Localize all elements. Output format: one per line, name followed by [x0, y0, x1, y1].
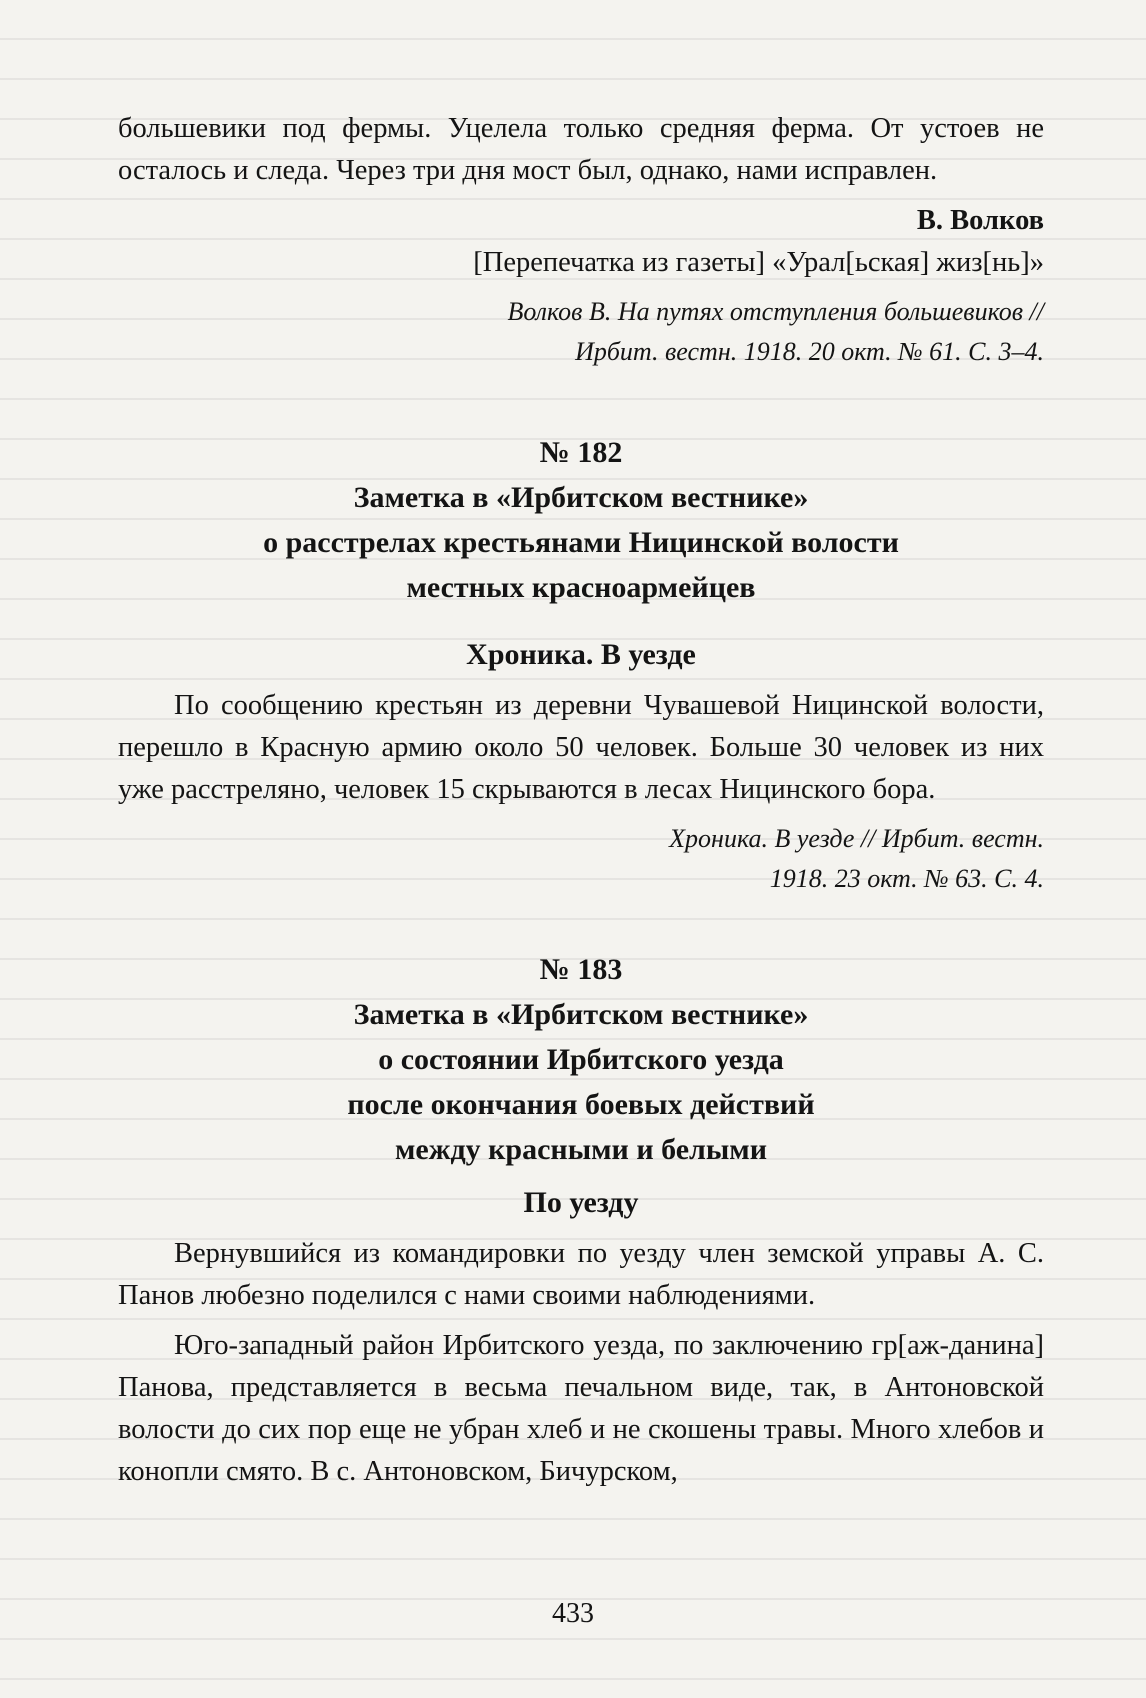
document-182	[118, 430, 1044, 899]
source-citation-line: 1918. 23 окт. № 63. С. 4.	[769, 864, 1044, 893]
reprint-note: [Перепечатка из газеты] «Урал[ьская] жиз[нь]»	[473, 247, 1044, 278]
document-title-line: о расстрелах крестьянами Ницинской волости	[263, 526, 899, 559]
document-paragraph: По сообщению крестьян из деревни Чувашевой Ницинской волости, перешло в Красную армию около 50 человек. Больше 30 человек из них уже расстреляно, человек 15 скрываются в лесах Ницинского бора.	[118, 690, 1044, 805]
source-citation-line: Хроника. В уезде // Ирбит. вестн.	[669, 824, 1044, 853]
document-title-line: местных красноармейцев	[406, 571, 756, 604]
source-citation-line: Ирбит. вестн. 1918. 20 окт. № 61. С. 3–4.	[575, 337, 1044, 366]
document-title-line: Заметка в «Ирбитском вестнике»	[353, 998, 809, 1031]
previous-document-paragraph: большевики под фермы. Уцелела только средняя ферма. От устоев не осталось и следа. Через три дня мост был, однако, нами исправлен.	[118, 113, 1044, 186]
document-number: № 182	[539, 436, 623, 469]
document-183	[118, 947, 1044, 1493]
document-paragraph: Вернувшийся из командировки по уезду член земской управы А. С. Панов любезно поделился с нами своими наблюдениями.	[118, 1238, 1044, 1311]
source-citation-line: Волков В. На путях отступления большевиков //	[507, 297, 1044, 326]
document-paragraph: Юго-западный район Ирбитского уезда, по заключению гр[аж-данина] Панова, представляется в весьма печальном виде, так, в Антоновской волости до сих пор еще не убран хлеб и не скошены травы. Много хлебов и конопли смято. В с. Антоновском, Бичурском,	[118, 1330, 1044, 1487]
document-title-line: о состоянии Ирбитского уезда	[378, 1043, 784, 1076]
document-title-line: после окончания боевых действий	[347, 1088, 815, 1121]
document-title-line: между красными и белыми	[394, 1133, 768, 1166]
author-signature: В. Волков	[916, 205, 1044, 236]
section-subheading: По уезду	[523, 1186, 639, 1219]
text-column	[118, 108, 1044, 1493]
page-number: 433	[552, 1598, 594, 1629]
section-subheading: Хроника. В уезде	[466, 638, 696, 671]
document-number: № 183	[539, 953, 623, 986]
document-title-line: Заметка в «Ирбитском вестнике»	[353, 481, 809, 514]
